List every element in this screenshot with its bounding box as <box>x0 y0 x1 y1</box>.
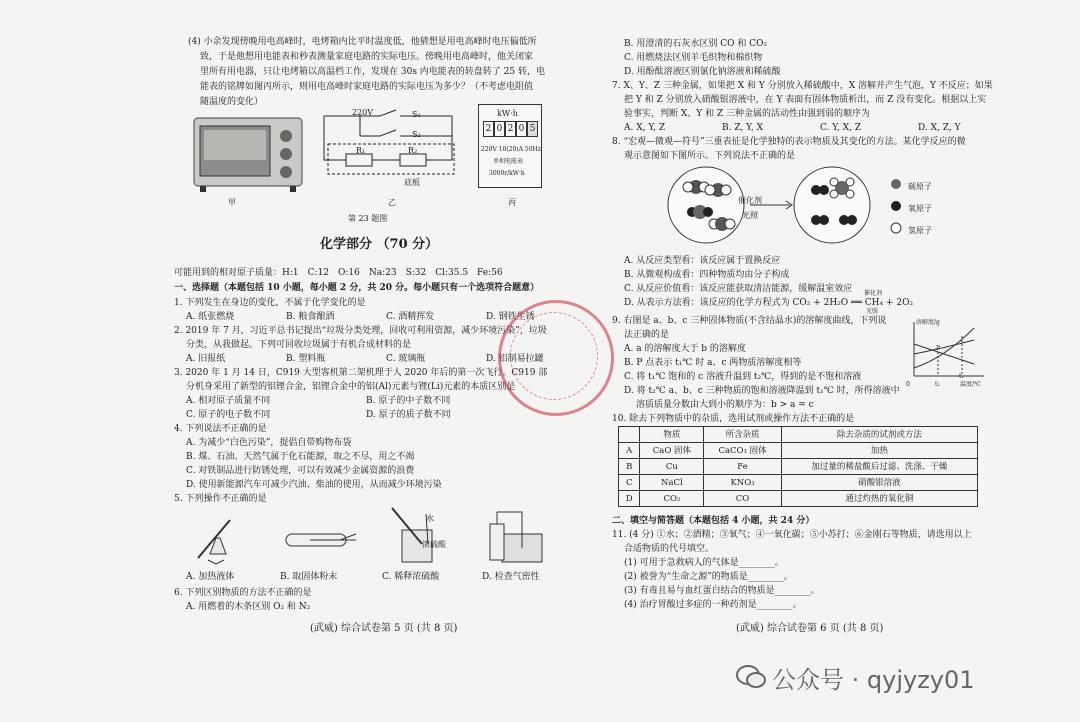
q4-stem: 4. 下列说法不正确的是 <box>174 424 267 434</box>
legend-carbon: 碳原子 <box>908 182 932 191</box>
q4-option-b: B. 煤、石油、天然气属于化石能源，取之不尽，用之不竭 <box>186 452 415 462</box>
table-header-cell <box>619 427 640 443</box>
table-cell: CO <box>704 491 781 507</box>
graph-x-label: 温度/℃ <box>960 381 981 388</box>
q1-option-c: C. 酒精挥发 <box>386 312 435 322</box>
q7-option-a: A. X, Y, Z <box>624 123 666 133</box>
fig-label-c: 丙 <box>508 198 516 207</box>
impurity-table <box>618 426 978 507</box>
q7-line-2: 把 Y 和 Z 分别放入硝酸银溶液中，在 Y 表面有固体物质析出，而 Z 没有变化。根据以上实 <box>624 95 987 105</box>
meter-rating: 220V 10(20)A 50Hz <box>481 146 541 153</box>
table-cell: CO₂ <box>640 491 704 507</box>
q11-line-2: 合适物质的代号填空。 <box>624 544 715 554</box>
q4-option-c: C. 对铁制品进行防锈处理，可以有效减少金属资源的浪费 <box>186 466 415 476</box>
q11-item-1: (1) 可用于急救病人的气体是________。 <box>624 558 784 568</box>
part1-heading: 一、选择题（本题包括 10 小题，每小题 2 分，共 20 分。每小题只有一个选项符合题意） <box>174 283 540 293</box>
q9-line-1: 9. 右图是 a、b、c 三种固体物质(不含结晶水)的溶解度曲线，下列说 <box>612 316 887 326</box>
meter-digit: 2 <box>505 121 516 137</box>
q3-line-2: 分机身采用了新型的铝锂合金，铝锂合金中的铝(Al)元素与锂(Li)元素的本质区别是 <box>186 382 516 392</box>
circuit-voltage: 220V <box>352 108 374 117</box>
q1-option-d: D. 钢铁生锈 <box>486 312 535 322</box>
acid-label: 浓硫酸 <box>422 540 446 549</box>
q9-line-2: 法正确的是 <box>624 330 670 340</box>
q7-option-b: B. Z, Y, X <box>722 123 764 133</box>
graph-t1: t₁ <box>935 381 940 388</box>
table-cell: Fe <box>704 459 781 475</box>
q8-line-2: 观示意图如下图所示。下列说法不正确的是 <box>624 151 796 161</box>
q9-option-b: B. P 点表示 t₁℃ 时 a、c 两物质溶解度相等 <box>624 358 802 368</box>
q3-option-c: C. 原子的电子数不同 <box>186 410 271 420</box>
q9-option-a: A. a 的溶解度大于 b 的溶解度 <box>624 344 746 354</box>
q2-line-1: 2. 2019 年 7 月，习近平总书记提出“垃圾分类处理，回收可利用资源，减少环境污染”，垃圾 <box>174 326 547 336</box>
table-cell: NaCl <box>640 475 704 491</box>
q6-option-d: D. 用酚酞溶液区别氯化钠溶液和稀硫酸 <box>624 67 781 77</box>
q4-line-2: 致，于是他想用电能表和秒表测量家庭电路的实际电压。傍晚用电高峰时，他关闭家 <box>200 52 534 62</box>
meter-digits <box>483 121 538 137</box>
q4-option-d: D. 使用新能源汽车可减少汽油、柴油的使用，从而减少环境污染 <box>186 480 442 490</box>
wechat-icon <box>736 664 766 690</box>
graph-y-label: 溶解度/g <box>916 319 940 326</box>
circuit-s1: S₁ <box>412 110 421 119</box>
table-cell: 加热 <box>781 443 977 459</box>
circuit-diagram <box>320 104 460 192</box>
q2-line-2: 分类，从我做起。下列可回收垃圾属于有机合成材料的是 <box>186 340 412 350</box>
legend-hydrogen: 氢原子 <box>908 226 932 235</box>
q5-option-d: D. 检查气密性 <box>482 572 540 582</box>
q7-option-c: C. Y, X, Z <box>820 123 862 133</box>
q11-item-3: (3) 有毒且易与血红蛋白结合的物质是________。 <box>624 586 820 596</box>
q8-option-a: A. 从反应类型看：该反应属于置换反应 <box>624 256 781 266</box>
meter-digit: 2 <box>483 121 494 137</box>
table-header-cell: 所含杂质 <box>704 427 781 443</box>
q5-option-a: A. 加热液体 <box>186 572 235 582</box>
circuit-s2: S₂ <box>412 130 421 139</box>
table-row <box>619 443 978 459</box>
q11-item-2: (2) 被誉为“生命之源”的物质是________。 <box>624 572 793 582</box>
q11-item-4: (4) 治疗胃酸过多症的一种药剂是________。 <box>624 600 802 610</box>
q6-option-b: B. 用澄清的石灰水区别 CO 和 CO₂ <box>624 39 768 49</box>
q1-option-b: B. 粮食酿酒 <box>286 312 335 322</box>
q3-option-b: B. 原子的中子数不同 <box>366 396 451 406</box>
energy-meter <box>478 104 542 188</box>
table-row <box>619 491 978 507</box>
q8-line-1: 8. “宏观—微观—符号”三重表征是化学独特的表示物质及其变化的方法。某化学反应的微 <box>612 137 966 147</box>
watermark-text: 公众号 · qyjyzy01 <box>772 666 975 694</box>
chemistry-section-title: 化学部分 （70 分） <box>320 237 439 252</box>
meter-phase: 单相电能表 <box>493 158 524 165</box>
table-cell: Cu <box>640 459 704 475</box>
reaction-micro-diagram <box>666 162 876 248</box>
meter-unit: kW·h <box>497 109 518 118</box>
heating-liquid-figure <box>190 508 240 566</box>
legend-oxygen: 氧原子 <box>908 204 932 213</box>
table-cell: C <box>619 475 640 491</box>
table-cell: D <box>619 491 640 507</box>
graph-p: P <box>936 345 941 352</box>
q1-stem: 1. 下列发生在身边的变化，不属于化学变化的是 <box>174 298 366 308</box>
meter-digit: 0 <box>516 121 527 137</box>
light-label: 光照 <box>742 211 758 220</box>
catalyst-label: 催化剂 <box>738 196 762 205</box>
table-cell: CaO 固体 <box>640 443 704 459</box>
atom-legend-icons <box>888 176 904 236</box>
q3-option-d: D. 原子的质子数不同 <box>366 410 451 420</box>
q5-option-c: C. 稀释浓硫酸 <box>382 572 440 582</box>
circuit-r2: R₂ <box>408 146 418 155</box>
eq-light: 光照 <box>866 308 879 315</box>
q11-line-1: 11. (4 分) ①水；②酒精；③氧气；④一氧化碳；⑤小苏打；⑥金刚石等物质，请选用以上 <box>612 530 972 540</box>
meter-digit: 0 <box>494 121 505 137</box>
q4-option-a: A. 为减少“白色污染”，提倡自带购物布袋 <box>186 438 352 448</box>
q9-option-d-cont: 溶质质量分数由大到小的顺序为：b > a = c <box>636 400 814 410</box>
q4-line-5: 随温度的变化） <box>200 97 264 107</box>
left-page-footer: (武威) 综合试卷第 5 页 (共 8 页) <box>310 623 458 634</box>
q2-option-b: B. 塑料瓶 <box>286 354 326 364</box>
eq-catalyst: 催化剂 <box>864 290 883 297</box>
figure-title: 第 23 题图 <box>348 214 388 223</box>
q8-option-b: B. 从微观构成看：四种物质均由分子构成 <box>624 270 790 280</box>
q7-line-1: 7. X、Y、Z 三种金属，如果把 X 和 Y 分别放入稀硫酸中，X 溶解并产生气泡，Y 不反应；如果 <box>612 81 993 91</box>
q6-option-a: A. 用燃着的木条区别 O₂ 和 N₂ <box>186 602 311 612</box>
graph-origin: 0 <box>906 381 910 388</box>
table-header-cell: 除去杂质的试剂或方法 <box>781 427 977 443</box>
q5-stem: 5. 下列操作不正确的是 <box>174 494 267 504</box>
graph-t2: t₂ <box>959 373 964 380</box>
q3-option-a: A. 相对原子质量不同 <box>186 396 271 406</box>
table-header-cell: 物质 <box>640 427 704 443</box>
table-cell: KNO₃ <box>704 475 781 491</box>
q2-option-a: A. 旧报纸 <box>186 354 226 364</box>
oven-figure <box>190 114 306 194</box>
meter-digit: 5 <box>527 121 538 137</box>
atomic-mass-line: 可能用到的相对原子质量：H:1 C:12 O:16 Na:23 S:32 Cl:35.5 Fe:56 <box>174 268 503 278</box>
q8-option-c: C. 从反应价值看：该反应能获取清洁能源，缓解温室效应 <box>624 284 853 294</box>
q6-stem: 6. 下列区别物质的方法不正确的是 <box>174 588 312 598</box>
table-cell: 硝酸银溶液 <box>781 475 977 491</box>
q4-line-4: 能表的铭牌如图丙所示，则用电高峰时家庭电路的实际电压为多少？（不考虑电阻值 <box>200 82 534 92</box>
q3-line-1: 3. 2020 年 1 月 14 日，C919 大型客机第二架机理于人 2020 年后的第一次飞行。C919 部 <box>174 368 548 378</box>
table-cell: B <box>619 459 640 475</box>
q7-line-3: 验事实，判断 X、Y 和 Z 三种金属的活动性由强到弱的顺序为 <box>624 109 871 119</box>
q6-option-c: C. 用燃烧法区别羊毛织物和棉织物 <box>624 53 763 63</box>
q1-option-a: A. 纸张燃烧 <box>186 312 235 322</box>
q4-line-1: (4) 小余发现傍晚用电高峰时，电烤箱内比平时温度低，他猜想是用电高峰时电压偏低所 <box>188 37 537 47</box>
q2-option-c: C. 玻璃瓶 <box>386 354 426 364</box>
circuit-floor: 底板 <box>404 178 420 187</box>
solid-powder-figure <box>280 520 360 560</box>
dilute-acid-figure <box>382 504 452 566</box>
fig-label-b: 乙 <box>388 198 396 207</box>
fig-label-a: 甲 <box>228 198 236 207</box>
red-seal-inner-ring <box>510 312 598 400</box>
q8-option-d: D. 从表示方法看：该反应的化学方程式为 CO₂ + 2H₂O ══ CH₄ + 2O₂ <box>624 298 914 308</box>
airtightness-figure <box>480 508 550 566</box>
part2-heading: 二、填空与简答题（本题包括 4 小题，共 24 分） <box>612 516 815 526</box>
table-cell: 通过灼热的氧化铜 <box>781 491 977 507</box>
table-cell: 加过量的稀盐酸后过滤、洗涤、干燥 <box>781 459 977 475</box>
table-row <box>619 459 978 475</box>
circuit-r1: R₁ <box>356 146 366 155</box>
right-page-footer: (武威) 综合试卷第 6 页 (共 8 页) <box>736 623 884 634</box>
water-label: 水 <box>426 514 434 523</box>
meter-rev: 3000r/kW·h <box>489 170 525 177</box>
q9-option-c: C. 将 t₁℃ 饱和的 c 溶液升温到 t₂℃，得到的是不饱和溶液 <box>624 372 862 382</box>
table-header-row <box>619 427 978 443</box>
q7-option-d: D. X, Z, Y <box>918 123 961 133</box>
q9-option-d: D. 将 t₂℃ a、b、c 三种物质的饱和溶液降温到 t₁℃ 时，所得溶液中 <box>624 386 900 396</box>
table-cell: CaCO₃ 固体 <box>704 443 781 459</box>
q5-option-b: B. 取固体粉末 <box>280 572 338 582</box>
q10-stem: 10. 除去下列物质中的杂质，选用试剂或操作方法不正确的是 <box>612 414 855 424</box>
table-row <box>619 475 978 491</box>
q4-line-3: 里所有用电器，只让电烤箱以高温档工作，发现在 30s 内电能表的转盘转了 25 转，电 <box>200 67 545 77</box>
q2-option-d: D. 铝制易拉罐 <box>486 354 544 364</box>
table-cell: A <box>619 443 640 459</box>
